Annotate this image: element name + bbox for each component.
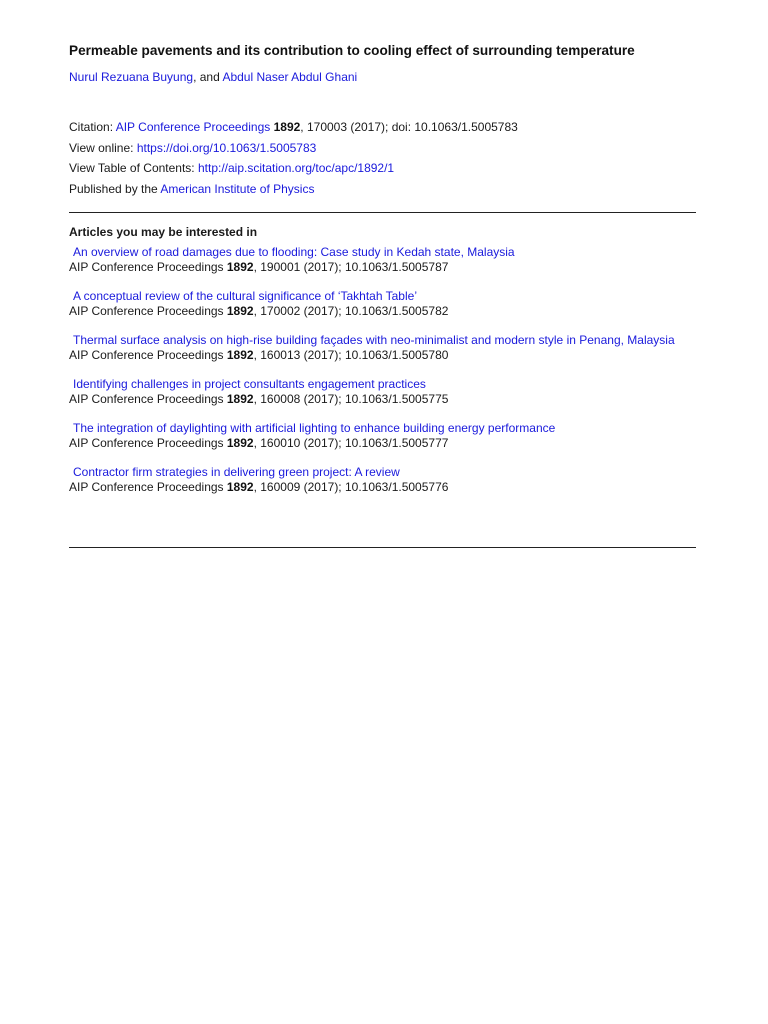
view-online-label: View online: [69,140,137,155]
view-online-line [69,138,518,159]
related-article-title-link[interactable]: Thermal surface analysis on high-rise building façades with neo-minimalist and modern style in Penang, Malaysia [73,333,675,347]
related-article [69,422,696,450]
author-separator: , and [193,70,223,84]
bottom-divider [69,547,696,548]
related-article-citation: AIP Conference Proceedings 1892, 160008 (2017); 10.1063/1.5005775 [69,392,449,406]
citation-label: Citation: [69,120,116,134]
paper-title: Permeable pavements and its contribution to cooling effect of surrounding temperature [69,43,635,58]
related-article-citation: AIP Conference Proceedings 1892, 160009 (2017); 10.1063/1.5005776 [69,480,449,494]
author-line [69,70,357,84]
related-article-title-link[interactable]: Contractor firm strategies in delivering green project: A review [73,465,400,479]
publisher-link[interactable]: American Institute of Physics [160,182,315,197]
toc-link[interactable]: http://aip.scitation.org/toc/apc/1892/1 [197,161,395,176]
author-link-1[interactable]: Nurul Rezuana Buyung [69,70,194,84]
related-article-citation: AIP Conference Proceedings 1892, 160013 (2017); 10.1063/1.5005780 [69,348,449,362]
publisher-label: Published by the [69,182,161,197]
citation-line [69,117,518,138]
publisher-line [69,179,518,200]
citation-block [69,117,518,200]
related-article [69,334,696,362]
related-article-citation: AIP Conference Proceedings 1892, 160010 (2017); 10.1063/1.5005777 [69,436,449,450]
citation-journal-link[interactable]: AIP Conference Proceedings [115,120,271,134]
related-article [69,246,696,274]
author-link-2[interactable]: Abdul Naser Abdul Ghani [222,70,358,84]
citation-rest: , 170003 (2017); doi: 10.1063/1.5005783 [300,120,518,134]
top-divider [69,212,696,213]
related-article [69,378,696,406]
related-article-title-link[interactable]: The integration of daylighting with artificial lighting to enhance building energy performance [73,421,556,435]
toc-label: View Table of Contents: [69,161,198,176]
related-articles-heading: Articles you may be interested in [69,225,258,239]
related-article-citation: AIP Conference Proceedings 1892, 190001 (2017); 10.1063/1.5005787 [69,260,449,274]
view-online-link[interactable]: https://doi.org/10.1063/1.5005783 [136,140,317,155]
citation-volume: 1892 [273,120,301,134]
toc-line [69,158,518,179]
related-article [69,290,696,318]
related-article-citation: AIP Conference Proceedings 1892, 170002 (2017); 10.1063/1.5005782 [69,304,449,318]
related-article-title-link[interactable]: Identifying challenges in project consultants engagement practices [73,377,426,391]
related-article-title-link[interactable]: A conceptual review of the cultural significance of ‘Takhtah Table’ [73,289,417,303]
related-articles-list [69,246,696,510]
related-article [69,466,696,494]
related-article-title-link[interactable]: An overview of road damages due to flooding: Case study in Kedah state, Malaysia [73,245,515,259]
